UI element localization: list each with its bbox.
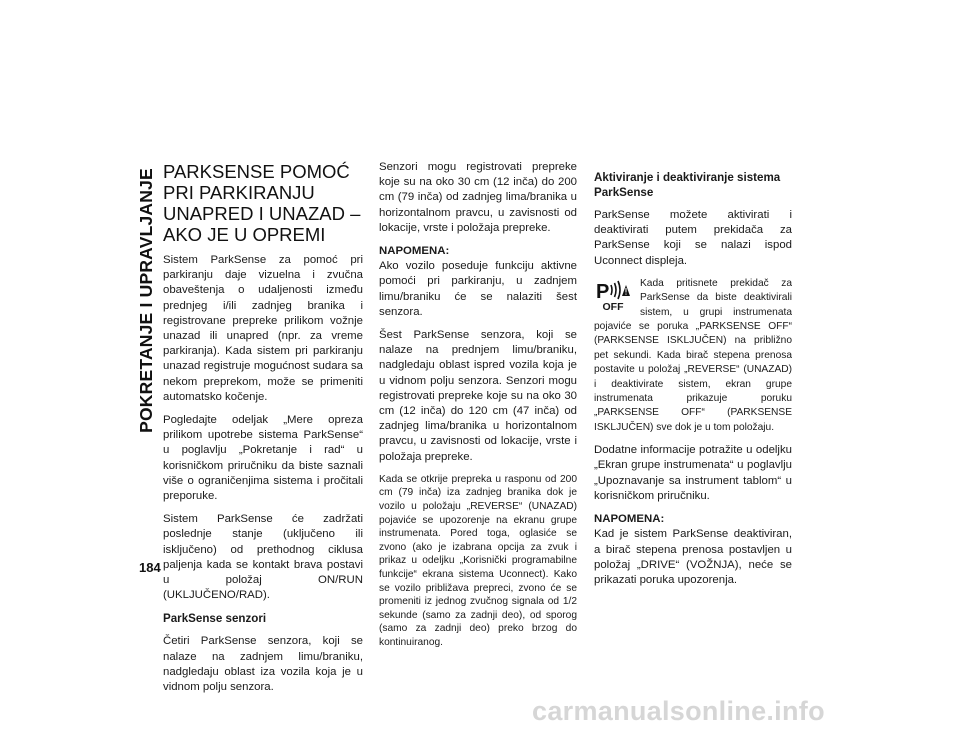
column-1 <box>163 160 363 703</box>
subheading-activation: Aktiviranje i deaktiviranje sistema ParkSense <box>594 171 781 199</box>
chapter-side-tab <box>133 168 159 432</box>
page-number: 184 <box>139 560 161 575</box>
note <box>379 244 577 320</box>
paragraph: Kada pritisnete prekidač za ParkSense da biste deaktivirali sistem, u grupi instrumenata pojaviće se poruka „PARKSENSE OFF“ (PARKSENSE ISKLJUČEN) na približno pet sekundi. Kada birač stepena prenosa postavite u položaj „REVERSE“ (UNAZAD) i deaktivirate sistem, ekran grupe instrumenata prikazuje poruku „PARKSENSE OFF“ (PARKSENSE ISKLJUČEN) sve dok je u tom položaju. <box>594 277 792 433</box>
paragraph: Pogledajte odeljak „Mere opreza prilikom upotrebe sistema ParkSense“ u poglavlju „Pokretanje i rad“ u korisničkom priručniku da biste saznali više o ograničenjima sistema i pročitali preporuke. <box>163 414 363 503</box>
section-title: PARKSENSE POMOĆ PRI PARKIRANJU UNAPRED I UNAZAD – AKO JE U OPREMI <box>163 161 361 245</box>
note-title: NAPOMENA: <box>594 513 665 526</box>
paragraph: Sistem ParkSense će zadržati poslednje stanje (uključeno ili isključeno) od prethodnog ciklusa paljenja kada se kontakt brava postavi u položaj ON/RUN (UKLJUČENO/RAD). <box>163 513 363 602</box>
parksense-sensor-icon <box>595 278 631 302</box>
parksense-off-icon <box>594 278 632 318</box>
icon-off-label: OFF <box>602 300 624 313</box>
note-title: NAPOMENA: <box>379 245 450 258</box>
column-3 <box>594 160 792 596</box>
icon-paragraph <box>594 277 792 443</box>
icon-letter: P <box>596 280 610 302</box>
note-text: Kad je sistem ParkSense deaktiviran, a birač stepena prenosa postavljen u položaj „DRIVE“ (VOŽNJA), neće se prikazati poruka upozorenja. <box>594 528 792 586</box>
note-text: Ako vozilo poseduje funkciju aktivne pomoći pri parkiranju, u zadnjem limu/braniku će se nalaziti šest senzora. <box>379 260 577 318</box>
paragraph: Četiri ParkSense senzora, koji se nalaze na zadnjem limu/braniku, nadgledaju oblast iza vozila koja je u vidnom polju senzora. <box>163 635 363 694</box>
subheading-sensors: ParkSense senzori <box>163 612 267 626</box>
paragraph: Dodatne informacije potražite u odeljku „Ekran grupe instrumenata“ u poglavlju „Upoznavanje sa instrument tablom“ u korisničkom priručniku. <box>594 444 792 502</box>
note <box>594 512 792 588</box>
paragraph: Sistem ParkSense za pomoć pri parkiranju daje vizuelna i zvučna obaveštenja o udaljenosti između prednjeg i/ili zadnjeg branika i registrovane prepreke prilikom vožnje unazad ili unapred (npr. za vreme parkiranja). Kada sistem pri parkiranju unazad registruje mogućnost sudara sa nekom preprekom, može se primeniti automatsko kočenje. <box>163 254 363 403</box>
paragraph: Kada se otkrije prepreka u rasponu od 200 cm (79 inča) iza zadnjeg branika dok je vozilo u položaju „REVERSE“ (UNAZAD) pojaviće se upozorenje na ekranu grupe instrumenata. Pored toga, oglasiće se zvono (ako je izabrana opcija za zvuk i prikaz u odeljku „Korisnički programabilne funkcije“ ekrana sistema Uconnect). Kako se vozilo približava prepreci, zvono će se promeniti iz jednog zvučnog signala od 1/2 sekunde (samo za zadnji deo), od sporog (samo za zadnji deo) preko brzog do kontinuiranog. <box>379 473 577 648</box>
watermark: carmanualsonline.info <box>532 696 825 726</box>
paragraph: ParkSense možete aktivirati i deaktivirati putem prekidača za ParkSense koji se nalazi ispod Uconnect displeja. <box>594 209 792 267</box>
paragraph: Šest ParkSense senzora, koji se nalaze na prednjem limu/braniku, nadgledaju oblast ispred vozila koja je u vidnom polju senzora. Senzori mogu registrovati prepreke koje su na oko 30 cm (12 inča) do 120 cm (47 inča) od zadnjeg lima/branika u horizontalnom pravcu, u zavisnosti od lokacije, vrste i položaja prepreke. <box>379 329 577 463</box>
column-2 <box>379 160 577 658</box>
chapter-title: POKRETANJE I UPRAVLJANJE <box>135 167 156 433</box>
paragraph: Senzori mogu registrovati prepreke koje su na oko 30 cm (12 inča) do 200 cm (79 inča) od zadnjeg lima/branika u horizontalnom pravcu, u zavisnosti od lokacije, vrste i položaja prepreke. <box>379 161 577 234</box>
